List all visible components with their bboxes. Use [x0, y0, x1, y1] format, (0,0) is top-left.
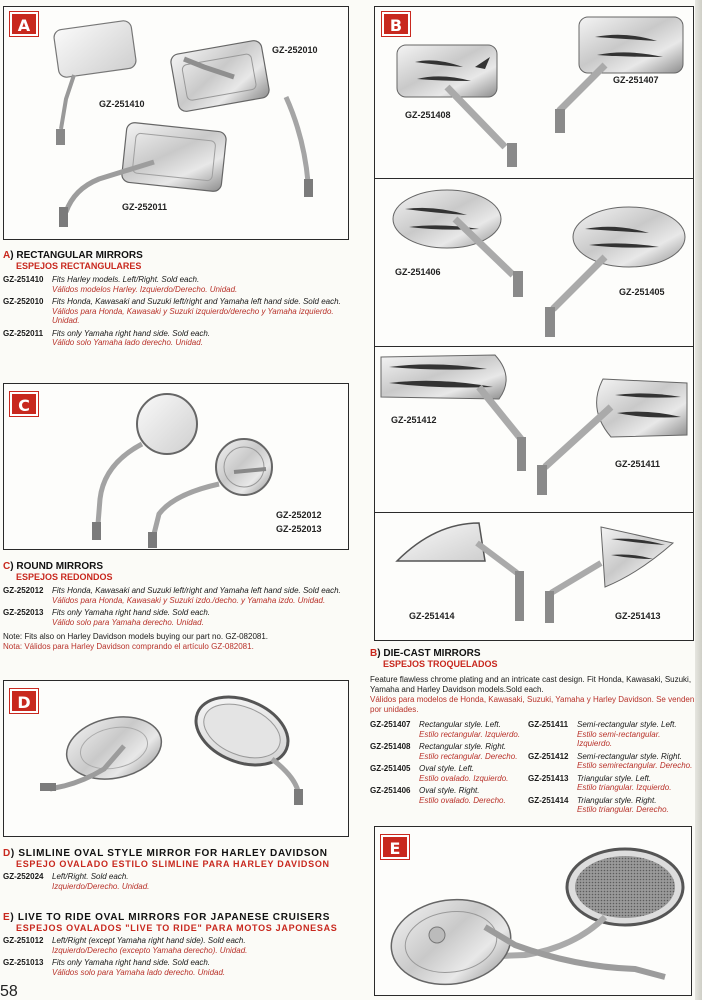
section-title: ) SLIMLINE OVAL STYLE MIRROR FOR HARLEY DAVIDSON [10, 848, 328, 859]
product-desc-en: Rectangular style. Right. [419, 742, 507, 751]
product-desc-es: Estilo ovalado. Izquierdo. [419, 773, 509, 783]
product-item [370, 764, 528, 783]
die-cast-items-right [528, 717, 696, 815]
section-title: ) LIVE TO RIDE OVAL MIRRORS FOR JAPANESE CRUISERS [10, 912, 331, 923]
panel-b-row-rectangular [375, 7, 693, 179]
product-code: GZ-251407 [370, 720, 411, 729]
product-desc-en: Fits only Yamaha right hand side. Sold each. [52, 958, 211, 967]
product-desc-es: Estilo semirectangular. Derecho. [577, 761, 693, 770]
product-desc-es: Estilo semi-rectangular. Izquierdo. [577, 729, 661, 748]
semi-rectangular-mirror-illustration [375, 347, 693, 513]
product-desc-en: Oval style. Left. [419, 764, 475, 773]
oval-mirror-illustration [375, 179, 693, 347]
product-item [528, 720, 696, 749]
product-item [3, 586, 349, 605]
product-desc-es: Izquierdo/Derecho (excepto Yamaha derecho). Unidad. [52, 945, 248, 955]
panel-letter-d: D [10, 689, 38, 713]
product-code: GZ-251413 [528, 773, 569, 783]
product-label: GZ-251407 [613, 75, 659, 85]
rectangular-mirror-illustration [375, 7, 693, 179]
product-item [3, 275, 349, 294]
product-item [3, 958, 349, 977]
section-letter: B [370, 648, 378, 659]
die-cast-items [370, 717, 696, 815]
panel-e [374, 826, 692, 996]
product-label: GZ-251406 [395, 267, 441, 277]
product-desc-en: Fits Harley models. Left/Right. Sold each. [52, 275, 200, 284]
section-die-cast-mirrors [370, 648, 696, 815]
panel-b-row-oval [375, 179, 693, 347]
product-desc-es: Estilo rectangular. Izquierdo. [419, 729, 521, 739]
product-desc-en: Oval style. Right. [419, 786, 480, 795]
fitment-note [3, 632, 349, 652]
product-code: GZ-251410 [3, 275, 44, 284]
product-desc-es: Estilo triangular. Derecho. [577, 805, 669, 814]
product-desc-es: Estilo rectangular. Derecho. [419, 751, 518, 761]
section-subtitle: ESPEJOS TROQUELADOS [383, 659, 498, 669]
section-subtitle: ESPEJO OVALADO ESTILO SLIMLINE PARA HARLEY DAVIDSON [16, 859, 330, 869]
panel-letter-b: B [382, 12, 410, 36]
product-code: GZ-251412 [528, 751, 569, 761]
product-desc-en: Rectangular style. Left. [419, 720, 501, 729]
note-es: Nota: Válidos para Harley Davidson comprando el artículo GZ-082081. [3, 642, 254, 651]
panel-letter-a: A [10, 12, 38, 36]
product-desc-es: Estilo ovalado. Derecho. [419, 795, 506, 805]
product-label: GZ-251414 [409, 611, 455, 621]
product-label: GZ-252013 [276, 524, 322, 534]
product-item [370, 720, 528, 739]
product-desc-en: Semi-rectangular style. Left. [577, 720, 677, 729]
product-desc-en: Triangular style. Right. [577, 795, 657, 805]
product-code: GZ-252013 [3, 608, 44, 617]
product-desc-es: Válidos para Honda, Kawasaki y Suzuki izquierdo/derecho y Yamaha izquierdo. Unidad. [52, 306, 334, 325]
product-label: GZ-251411 [615, 459, 661, 469]
product-desc-es: Estilo triangular. Izquierdo. [577, 783, 672, 792]
panel-letter-e: E [381, 835, 409, 859]
product-desc-es: Válidos modelos Harley. Izquierdo/Derecho. Unidad. [52, 284, 238, 294]
product-label: GZ-252012 [276, 510, 322, 520]
product-code: GZ-252024 [3, 872, 44, 881]
section-rectangular-mirrors [3, 250, 349, 348]
product-desc-en: Left/Right. Sold each. [52, 872, 129, 881]
product-code: GZ-252011 [3, 328, 44, 338]
product-desc-es: Válidos para Honda, Kawasaki y Suzuki izdo./decho. y Yamaha izdo. Unidad. [52, 595, 326, 605]
product-desc-es: Válidos solo para Yamaha lado derecho. Unidad. [52, 967, 226, 977]
panel-b-row-triangular [375, 513, 693, 641]
product-desc-es: Válido solo Yamaha lado derecho. Unidad. [52, 338, 203, 347]
die-cast-items-left [370, 717, 528, 815]
product-item [370, 742, 528, 761]
product-label: GZ-251412 [391, 415, 437, 425]
product-label: GZ-252011 [122, 202, 168, 212]
product-code: GZ-251411 [528, 720, 569, 729]
product-desc-es: Válido solo para Yamaha derecho. Unidad. [52, 617, 204, 627]
product-desc-en: Fits only Yamaha right hand side. Sold each. [52, 328, 211, 338]
triangular-mirror-illustration [375, 513, 693, 641]
product-code: GZ-251414 [528, 795, 569, 805]
section-title: ) DIE-CAST MIRRORS [377, 648, 481, 659]
section-letter: D [3, 848, 11, 859]
page-number: 58 [0, 983, 18, 1000]
section-slimline-oval [3, 848, 349, 891]
section-round-mirrors [3, 561, 349, 652]
product-label: GZ-251408 [405, 110, 451, 120]
product-code: GZ-251013 [3, 958, 44, 967]
product-item [528, 752, 696, 771]
product-desc-en: Left/Right (except Yamaha right hand side). Sold each. [52, 936, 246, 945]
product-item [3, 297, 349, 326]
product-item [3, 872, 349, 891]
section-subtitle: ESPEJOS REDONDOS [16, 572, 113, 582]
panel-a-illustration [4, 7, 350, 241]
product-label: GZ-252010 [272, 45, 318, 55]
product-label: GZ-251410 [99, 99, 145, 109]
product-desc-en: Fits Honda, Kawasaki and Suzuki left/right and Yamaha left hand side. Sold each. [52, 297, 341, 306]
panel-letter-c: C [10, 392, 38, 416]
section-letter: C [3, 561, 11, 572]
page-edge [695, 0, 702, 1000]
panel-d [3, 680, 349, 837]
product-item [528, 774, 696, 793]
section-subtitle: ESPEJOS OVALADOS "LIVE TO RIDE" PARA MOTOS JAPONESAS [16, 923, 338, 933]
product-item [3, 936, 349, 955]
product-label: GZ-251405 [619, 287, 665, 297]
product-code: GZ-251408 [370, 742, 411, 751]
product-desc-en: Fits only Yamaha right hand side. Sold each. [52, 608, 211, 617]
section-letter: E [3, 912, 11, 923]
panel-d-illustration [4, 681, 350, 838]
section-intro [370, 675, 696, 715]
section-live-to-ride [3, 912, 349, 977]
product-item [3, 608, 349, 627]
product-code: GZ-252012 [3, 586, 44, 595]
product-code: GZ-252010 [3, 297, 44, 306]
product-code: GZ-251405 [370, 764, 411, 773]
section-subtitle: ESPEJOS RECTANGULARES [16, 261, 142, 271]
note-en: Note: Fits also on Harley Davidson models buying our part no. GZ-082081. [3, 632, 269, 641]
product-label: GZ-251413 [615, 611, 661, 621]
intro-es: Válidos para modelos de Honda, Kawasaki, Suzuki, Yamaha y Harley Davidson. Se venden por unidades. [370, 695, 695, 714]
product-desc-en: Semi-rectangular style. Right. [577, 751, 682, 761]
product-desc-en: Fits Honda, Kawasaki and Suzuki left/right and Yamaha left hand side. Sold each. [52, 586, 341, 595]
panel-e-illustration [375, 827, 693, 997]
panel-b [374, 6, 694, 641]
section-letter: A [3, 250, 11, 261]
product-desc-en: Triangular style. Left. [577, 773, 652, 783]
intro-en: Feature flawless chrome plating and an intricate cast design. Fit Honda, Kawasaki, Suzuki, Yamaha and Harley Davidson models.Sold each. [370, 675, 692, 694]
product-item [370, 786, 528, 805]
product-item [528, 796, 696, 815]
section-title: ) ROUND MIRRORS [10, 561, 104, 572]
section-title: ) RECTANGULAR MIRRORS [10, 250, 143, 261]
panel-b-row-semi-rectangular [375, 347, 693, 513]
product-code: GZ-251406 [370, 786, 411, 795]
product-desc-es: Izquierdo/Derecho. Unidad. [52, 881, 150, 891]
product-item [3, 329, 349, 348]
panel-c [3, 383, 349, 550]
product-code: GZ-251012 [3, 936, 44, 945]
panel-a [3, 6, 349, 240]
